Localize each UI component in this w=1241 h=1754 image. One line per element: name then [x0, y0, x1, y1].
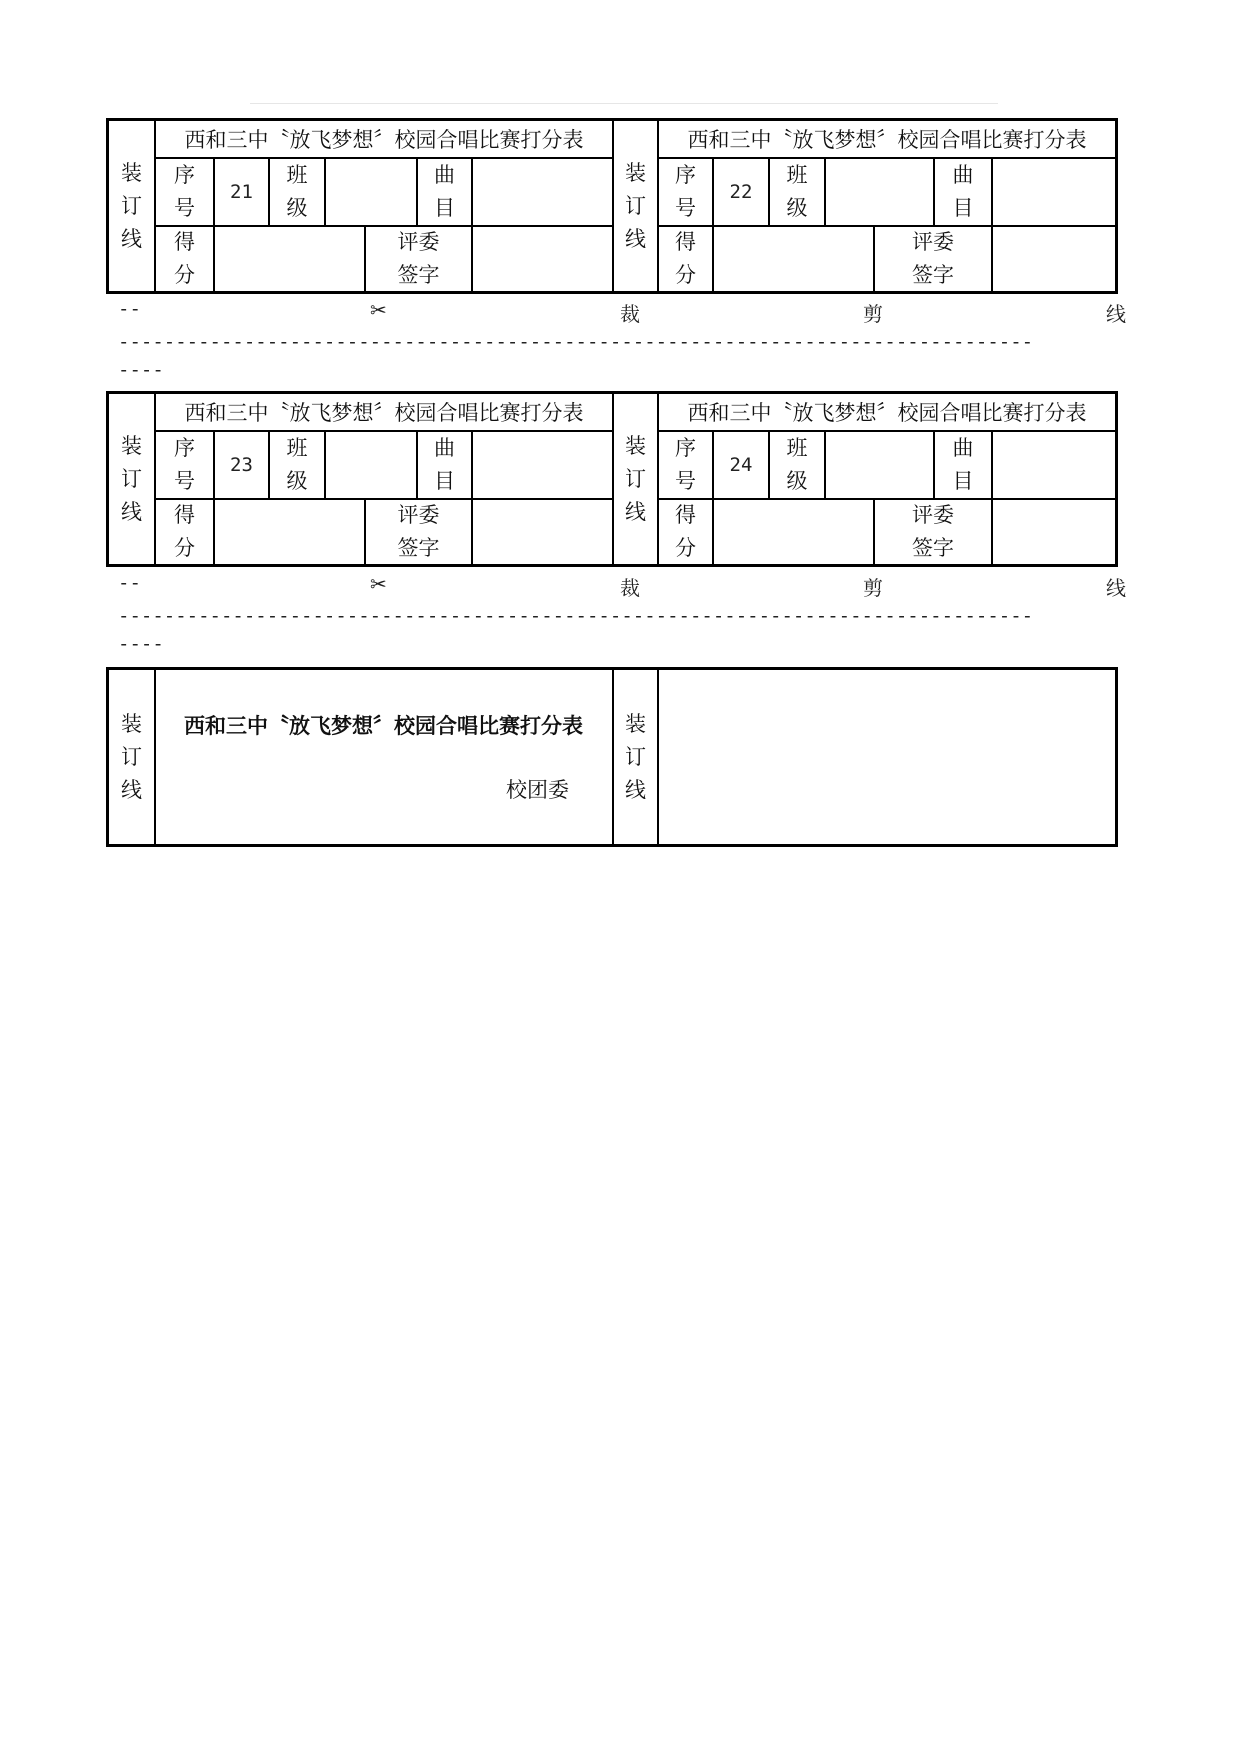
dash-start: --: [118, 298, 141, 320]
seq-number: 24: [712, 430, 768, 498]
score-label: 得 分: [657, 225, 712, 291]
top-rule: [250, 103, 998, 104]
form-title: 西和三中〝放飞梦想〞校园合唱比赛打分表: [657, 121, 1115, 157]
score-field[interactable]: [213, 225, 364, 291]
dash-end: ----: [118, 633, 164, 655]
song-field[interactable]: [471, 430, 612, 498]
dash-end: ----: [118, 359, 164, 381]
class-label: 班 级: [268, 157, 324, 225]
cut-char: 裁: [620, 302, 640, 326]
judge-sign-label: 评委 签字: [873, 498, 991, 564]
judge-sign-field[interactable]: [471, 498, 612, 564]
form-title: 西和三中〝放飞梦想〞校园合唱比赛打分表: [154, 121, 612, 157]
score-field[interactable]: [213, 498, 364, 564]
cut-char: 线: [1106, 302, 1126, 326]
class-field[interactable]: [324, 157, 416, 225]
judge-sign-label: 评委 签字: [364, 498, 471, 564]
binding-label: 装 订 线: [612, 670, 657, 844]
scissors-icon: ✂: [370, 298, 387, 322]
dash-line: --------------------------------------------------------------------------------: [118, 605, 1034, 627]
binding-label: 装 订 线: [121, 711, 142, 802]
form-title: 西和三中〝放飞梦想〞校园合唱比赛打分表: [657, 394, 1115, 430]
judge-sign-label: 评委 签字: [364, 225, 471, 291]
score-field[interactable]: [712, 498, 873, 564]
seq-label: 序 号: [657, 430, 712, 498]
blank-panel: [657, 670, 1115, 844]
seq-label: 序 号: [154, 157, 213, 225]
song-field[interactable]: [991, 430, 1115, 498]
judge-sign-field[interactable]: [471, 225, 612, 291]
binding-label: 装 订 线: [121, 433, 142, 524]
cut-char: 剪: [863, 576, 883, 600]
score-label: 得 分: [154, 225, 213, 291]
dash-start: --: [118, 572, 141, 594]
binding-label: 装 订 线: [612, 394, 657, 564]
score-field[interactable]: [712, 225, 873, 291]
seq-number: 23: [213, 430, 268, 498]
song-label: 曲 目: [416, 430, 471, 498]
song-label: 曲 目: [416, 157, 471, 225]
class-label: 班 级: [768, 157, 824, 225]
class-field[interactable]: [324, 430, 416, 498]
judge-sign-field[interactable]: [991, 225, 1115, 291]
organizer: 校团委: [506, 778, 569, 802]
scissors-icon: ✂: [370, 572, 387, 596]
binding-label: 装 订 线: [121, 160, 142, 251]
cut-line: [118, 572, 1178, 658]
form-title: 西和三中〝放飞梦想〞校园合唱比赛打分表: [154, 394, 612, 430]
judge-sign-label: 评委 签字: [873, 225, 991, 291]
dash-line: --------------------------------------------------------------------------------: [118, 331, 1034, 353]
class-field[interactable]: [824, 430, 933, 498]
cover-panel: [154, 670, 612, 844]
cut-char: 线: [1106, 576, 1126, 600]
cover-title: 西和三中〝放飞梦想〞校园合唱比赛打分表: [184, 713, 583, 738]
song-field[interactable]: [471, 157, 612, 225]
score-label: 得 分: [154, 498, 213, 564]
class-label: 班 级: [768, 430, 824, 498]
song-label: 曲 目: [933, 430, 991, 498]
class-label: 班 级: [268, 430, 324, 498]
cut-char: 剪: [863, 302, 883, 326]
seq-label: 序 号: [154, 430, 213, 498]
binding-label: 装 订 线: [612, 121, 657, 291]
seq-number: 22: [712, 157, 768, 225]
song-label: 曲 目: [933, 157, 991, 225]
seq-number: 21: [213, 157, 268, 225]
judge-sign-field[interactable]: [991, 498, 1115, 564]
cover-card: [106, 667, 1118, 847]
score-card-row-2: [106, 391, 1118, 567]
score-card-row-1: [106, 118, 1118, 294]
song-field[interactable]: [991, 157, 1115, 225]
cut-char: 裁: [620, 576, 640, 600]
seq-label: 序 号: [657, 157, 712, 225]
cut-line: [118, 298, 1178, 384]
score-label: 得 分: [657, 498, 712, 564]
class-field[interactable]: [824, 157, 933, 225]
